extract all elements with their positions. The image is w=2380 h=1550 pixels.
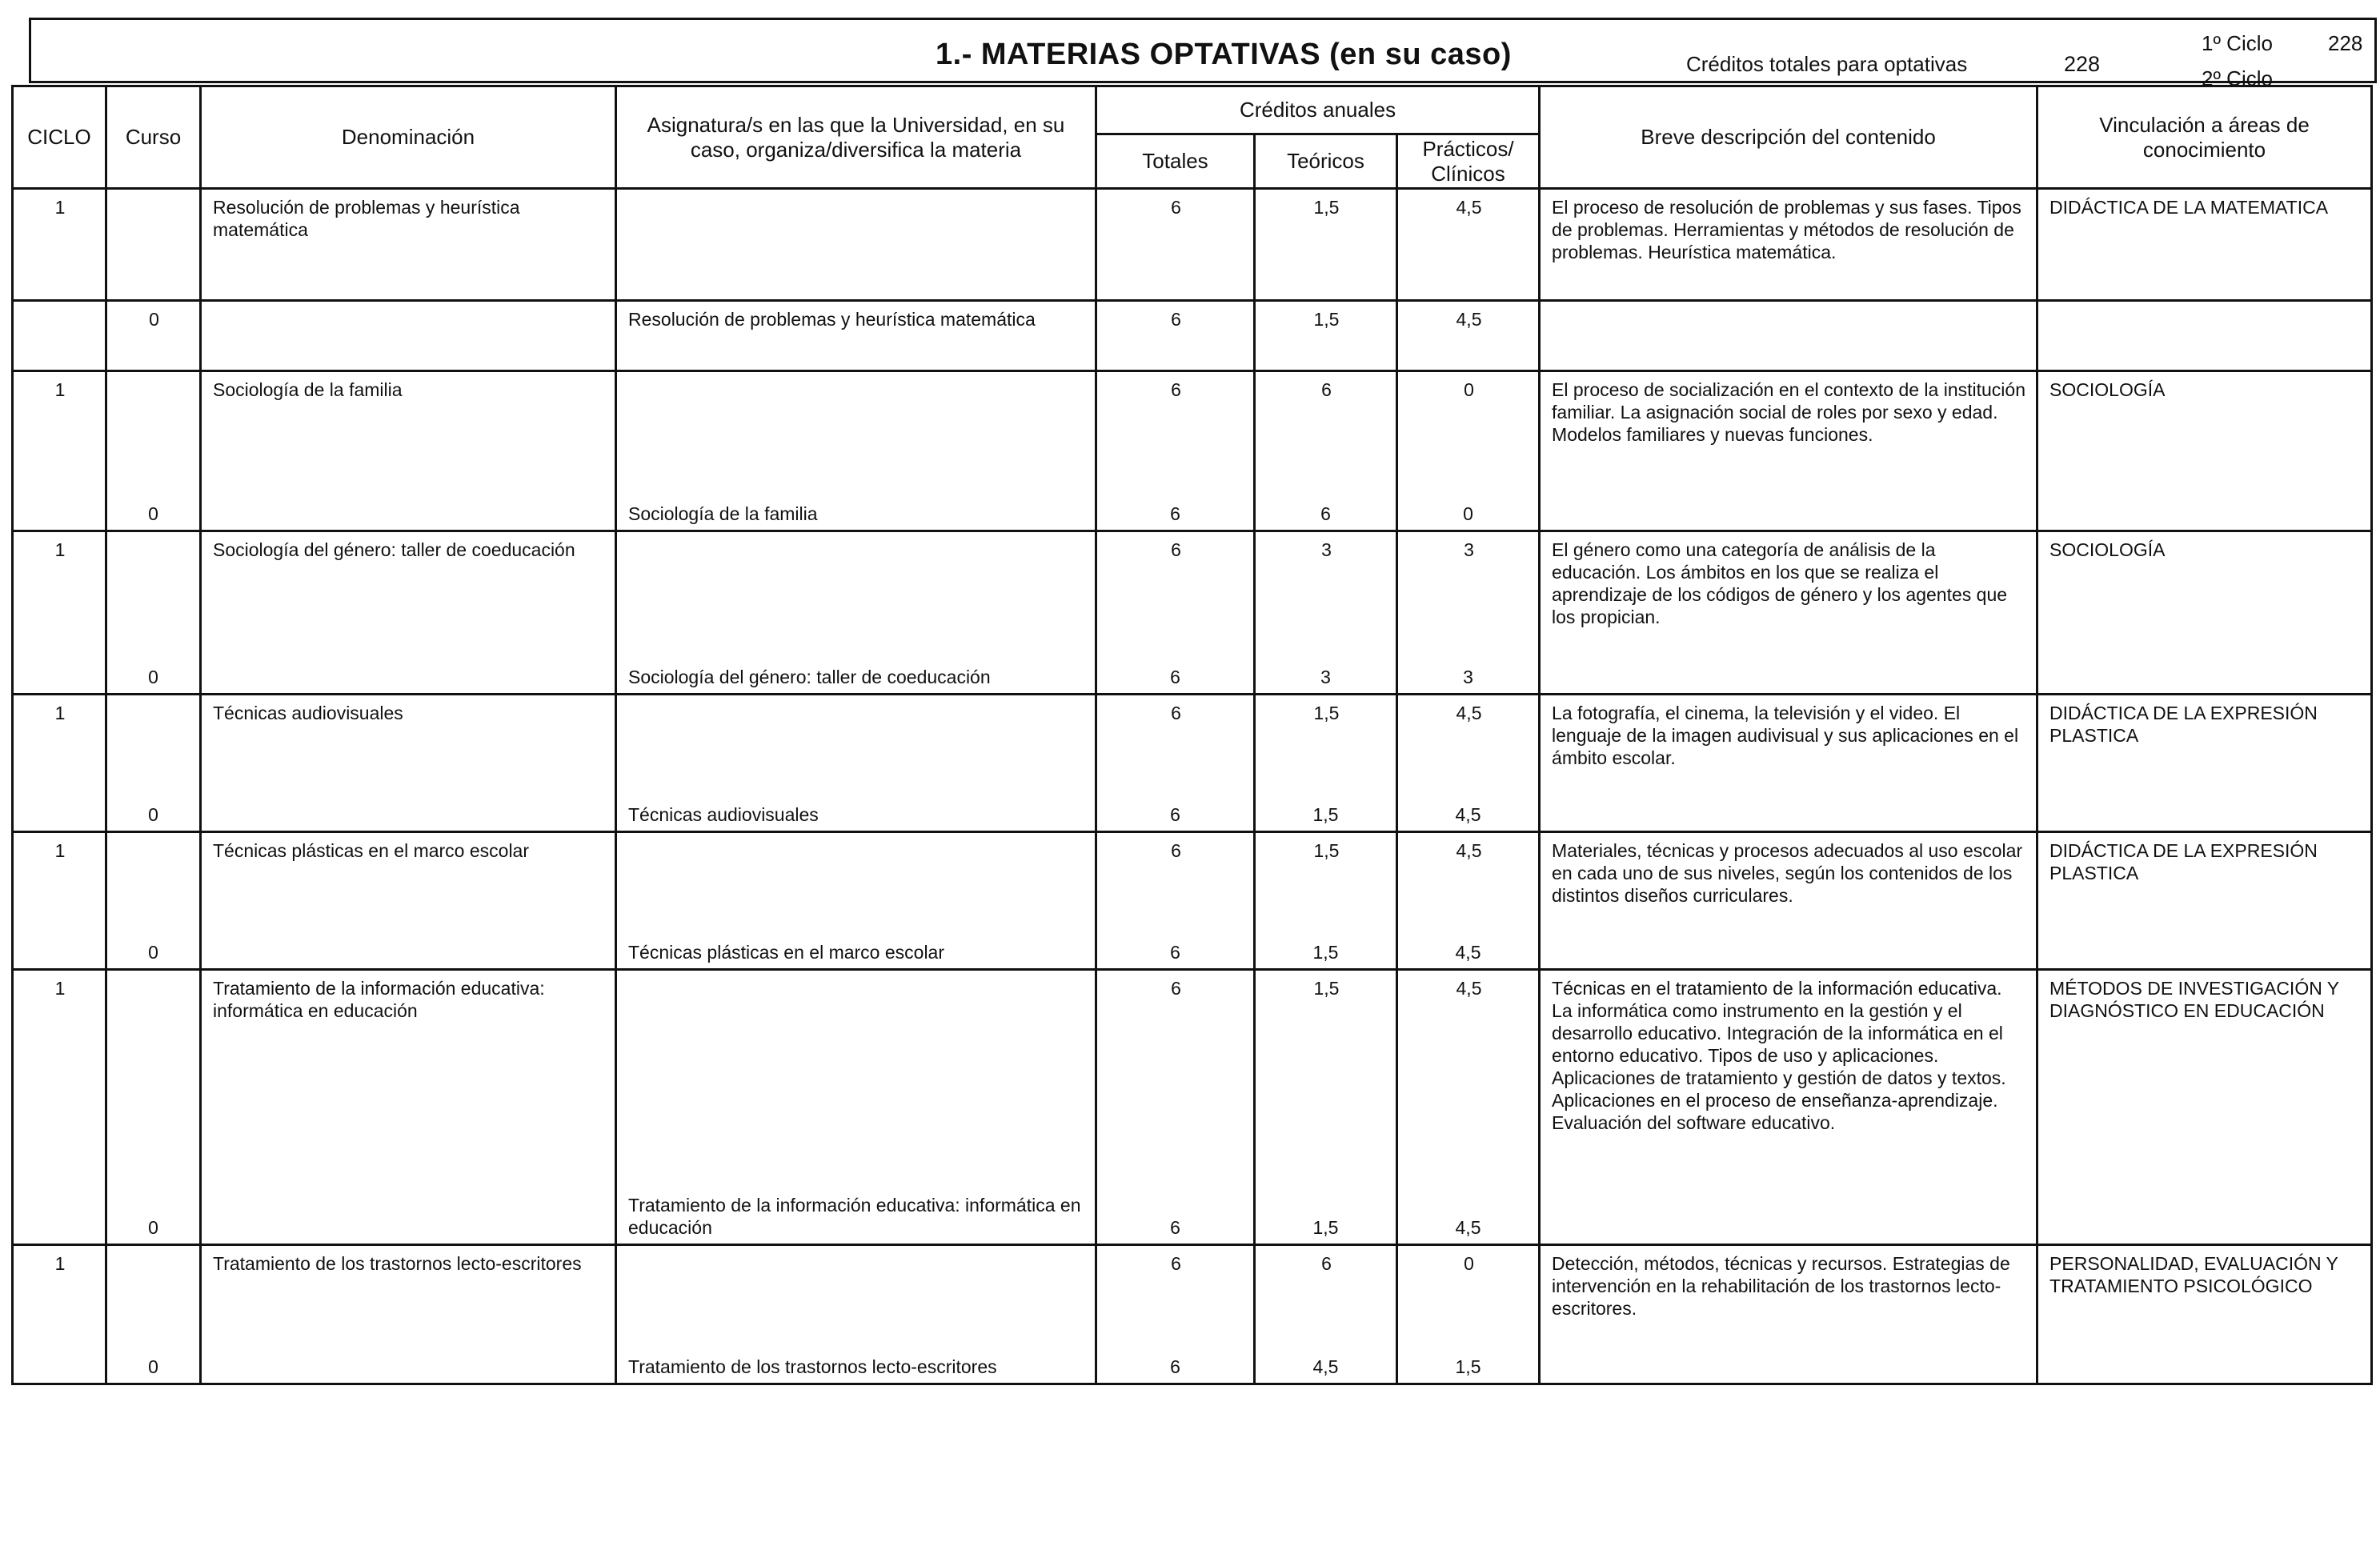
asignatura-cell-sub-text: Tratamiento de los trastornos lecto-escritores	[628, 1356, 997, 1377]
vinculacion-cell-text: DIDÁCTICA DE LA EXPRESIÓN PLASTICA	[2049, 703, 2318, 746]
curso-cell	[106, 371, 201, 531]
curso-cell	[106, 970, 201, 1245]
ciclo-cell	[13, 832, 106, 970]
col-denominacion: Denominación	[201, 86, 616, 189]
table-row	[13, 531, 2372, 695]
practicos-cell-text: 3	[1464, 539, 1474, 560]
vinculacion-cell-text: MÉTODOS DE INVESTIGACIÓN Y DIAGNÓSTICO EN EDUCACIÓN	[2049, 978, 2339, 1021]
totales-cell-text: 6	[1171, 1253, 1181, 1274]
practicos-cell	[1397, 531, 1540, 695]
denominacion-cell-text: Tratamiento de los trastornos lecto-escritores	[213, 1253, 582, 1274]
table-row	[13, 970, 2372, 1245]
asignatura-cell-sub-text: Sociología del género: taller de coeducación	[628, 667, 991, 687]
asignatura-cell-sub-text: Técnicas plásticas en el marco escolar	[628, 942, 944, 963]
descripcion-cell	[1540, 695, 2037, 832]
totales-cell-sub-text: 6	[1170, 942, 1180, 963]
col-curso: Curso	[106, 86, 201, 189]
page-title: 1.- MATERIAS OPTATIVAS (en su caso)	[936, 38, 1512, 71]
table-row	[13, 301, 2372, 371]
totales-cell-text: 6	[1171, 379, 1181, 400]
curso-cell	[106, 189, 201, 301]
ciclo-cell-text: 1	[54, 978, 66, 999]
col-asignaturas: Asignatura/s en las que la Universidad, en su caso, organiza/diversifica la materia	[616, 86, 1096, 189]
teoricos-cell	[1255, 189, 1397, 301]
totales-cell	[1096, 531, 1255, 695]
optativas-table	[11, 85, 2373, 1385]
denominacion-cell-text: Tratamiento de la información educativa: informática en educación	[213, 978, 545, 1021]
totales-cell-text: 6	[1171, 309, 1181, 330]
practicos-cell-text: 4,5	[1456, 703, 1482, 723]
vinculacion-cell	[2037, 371, 2372, 531]
asignatura-cell	[616, 832, 1096, 970]
practicos-cell-sub-text: 4,5	[1455, 804, 1481, 825]
table-row	[13, 189, 2372, 301]
col-ciclo: CICLO	[13, 86, 106, 189]
totales-cell	[1096, 832, 1255, 970]
denominacion-cell-text: Sociología de la familia	[213, 379, 403, 400]
practicos-cell	[1397, 970, 1540, 1245]
totales-cell	[1096, 371, 1255, 531]
credits-total-value: 228	[2064, 52, 2101, 76]
curso-cell	[106, 531, 201, 695]
ciclo-cell-text	[14, 302, 105, 308]
credits-total-label: Créditos totales para optativas	[1686, 52, 1968, 76]
practicos-cell	[1397, 832, 1540, 970]
ciclo-cell	[13, 695, 106, 832]
vinculacion-cell-text: SOCIOLOGÍA	[2049, 539, 2166, 560]
col-descripcion: Breve descripción del contenido	[1540, 86, 2037, 189]
descripcion-cell-text: El género como una categoría de análisis de la educación. Los ámbitos en los que se realiza el aprendizaje de los códigos de género y los agentes que los propician.	[1552, 539, 2008, 627]
table-body	[13, 189, 2372, 1384]
practicos-cell-text: 0	[1464, 379, 1474, 400]
asignatura-cell	[616, 970, 1096, 1245]
asignatura-cell	[616, 695, 1096, 832]
vinculacion-cell	[2037, 531, 2372, 695]
teoricos-cell-sub-text: 1,5	[1312, 1217, 1339, 1238]
ciclo-cell-text: 1	[54, 703, 66, 723]
vinculacion-cell	[2037, 189, 2372, 301]
table-row	[13, 695, 2372, 832]
asignatura-cell	[616, 301, 1096, 371]
totales-cell-text: 6	[1171, 978, 1181, 999]
teoricos-cell	[1255, 695, 1397, 832]
practicos-cell-sub-text: 0	[1463, 503, 1473, 524]
teoricos-cell	[1255, 832, 1397, 970]
asignatura-cell-text: Resolución de problemas y heurística matemática	[628, 309, 1036, 330]
practicos-cell-sub-text: 3	[1463, 667, 1473, 687]
descripcion-cell	[1540, 832, 2037, 970]
asignatura-cell-text	[617, 190, 1095, 196]
descripcion-cell-text: La fotografía, el cinema, la televisión y el video. El lenguaje de la imagen audivisual y sus aplicaciones en el ámbito escolar.	[1552, 703, 2019, 768]
ciclo-cell-text: 1	[54, 539, 66, 560]
vinculacion-cell-text: DIDÁCTICA DE LA EXPRESIÓN PLASTICA	[2049, 840, 2318, 883]
teoricos-cell	[1255, 970, 1397, 1245]
asignatura-cell	[616, 189, 1096, 301]
curso-cell-sub-text: 0	[148, 804, 158, 825]
teoricos-cell-text: 1,5	[1313, 840, 1340, 861]
teoricos-cell	[1255, 371, 1397, 531]
teoricos-cell	[1255, 531, 1397, 695]
vinculacion-cell	[2037, 970, 2372, 1245]
curso-cell-sub-text: 0	[148, 503, 158, 524]
ciclo1-value: 228	[2328, 31, 2363, 55]
denominacion-cell	[201, 695, 616, 832]
denominacion-cell	[201, 301, 616, 371]
descripcion-cell	[1540, 531, 2037, 695]
denominacion-cell	[201, 1245, 616, 1384]
curso-cell	[106, 1245, 201, 1384]
teoricos-cell-text: 1,5	[1313, 197, 1340, 218]
denominacion-cell	[201, 970, 616, 1245]
practicos-cell-text: 4,5	[1456, 978, 1482, 999]
totales-cell-text: 6	[1171, 840, 1181, 861]
denominacion-cell-text	[202, 302, 615, 308]
denominacion-cell	[201, 531, 616, 695]
denominacion-cell	[201, 371, 616, 531]
descripcion-cell-text: Materiales, técnicas y procesos adecuados al uso escolar en cada uno de sus niveles, según los contenidos de los distintos diseños curriculares.	[1552, 840, 2023, 906]
teoricos-cell-text: 6	[1321, 1253, 1332, 1274]
teoricos-cell	[1255, 1245, 1397, 1384]
curso-cell-sub-text: 0	[148, 942, 158, 963]
totales-cell-sub-text: 6	[1170, 667, 1180, 687]
vinculacion-cell-text: PERSONALIDAD, EVALUACIÓN Y TRATAMIENTO PSICOLÓGICO	[2049, 1253, 2338, 1296]
asignatura-cell-sub-text: Técnicas audiovisuales	[628, 804, 819, 825]
denominacion-cell-text: Resolución de problemas y heurística matemática	[213, 197, 520, 240]
col-totales: Totales	[1096, 134, 1255, 189]
asignatura-cell	[616, 371, 1096, 531]
ciclo-cell-text: 1	[54, 840, 66, 861]
ciclo-cell	[13, 189, 106, 301]
denominacion-cell-text: Sociología del género: taller de coeducación	[213, 539, 575, 560]
descripcion-cell	[1540, 371, 2037, 531]
asignatura-cell-sub-text: Sociología de la familia	[628, 503, 818, 524]
table-row	[13, 371, 2372, 531]
totales-cell	[1096, 695, 1255, 832]
ciclo-cell-text: 1	[54, 1253, 66, 1274]
ciclo1-label: 1º Ciclo	[2202, 31, 2273, 55]
descripcion-cell-text: El proceso de socialización en el contexto de la institución familiar. La asignación social de roles por sexo y edad. Modelos familiares y nuevas funciones.	[1552, 379, 2025, 445]
col-teoricos: Teóricos	[1255, 134, 1397, 189]
practicos-cell	[1397, 371, 1540, 531]
ciclo-cell	[13, 970, 106, 1245]
table-row	[13, 1245, 2372, 1384]
curso-cell-sub-text: 0	[148, 667, 158, 687]
teoricos-cell-sub-text: 1,5	[1312, 804, 1339, 825]
practicos-cell	[1397, 695, 1540, 832]
ciclo-cell-text: 1	[54, 379, 66, 400]
teoricos-cell	[1255, 301, 1397, 371]
denominacion-cell	[201, 189, 616, 301]
teoricos-cell-text: 1,5	[1313, 703, 1340, 723]
vinculacion-cell-text: SOCIOLOGÍA	[2049, 379, 2166, 400]
practicos-cell	[1397, 189, 1540, 301]
totales-cell-sub-text: 6	[1170, 1217, 1180, 1238]
practicos-cell-text: 4,5	[1456, 309, 1482, 330]
curso-cell	[106, 832, 201, 970]
teoricos-cell-text: 3	[1321, 539, 1332, 560]
curso-cell-text	[107, 190, 199, 196]
descripcion-cell-text: Detección, métodos, técnicas y recursos. Estrategias de intervención en la rehabilitación de los trastornos lecto-escritores.	[1552, 1253, 2010, 1319]
curso-cell	[106, 695, 201, 832]
totales-cell-sub-text: 6	[1170, 1356, 1180, 1377]
ciclo-cell	[13, 371, 106, 531]
vinculacion-cell	[2037, 832, 2372, 970]
totales-cell-sub-text: 6	[1170, 503, 1180, 524]
practicos-cell-text: 4,5	[1456, 197, 1482, 218]
teoricos-cell-sub-text: 6	[1320, 503, 1331, 524]
curso-cell-sub-text: 0	[148, 1217, 158, 1238]
practicos-cell-sub-text: 4,5	[1455, 1217, 1481, 1238]
denominacion-cell	[201, 832, 616, 970]
vinculacion-cell	[2037, 1245, 2372, 1384]
totales-cell	[1096, 1245, 1255, 1384]
descripcion-cell	[1540, 301, 2037, 371]
teoricos-cell-text: 6	[1321, 379, 1332, 400]
totales-cell	[1096, 301, 1255, 371]
descripcion-cell	[1540, 1245, 2037, 1384]
title-block	[29, 18, 2377, 90]
col-vinculacion: Vinculación a áreas de conocimiento	[2037, 86, 2372, 189]
asignatura-cell	[616, 1245, 1096, 1384]
totales-cell-sub-text: 6	[1170, 804, 1180, 825]
col-practicos: Prácticos/ Clínicos	[1397, 134, 1540, 189]
descripcion-cell	[1540, 970, 2037, 1245]
teoricos-cell-text: 1,5	[1313, 978, 1340, 999]
vinculacion-cell-text: DIDÁCTICA DE LA MATEMATICA	[2049, 197, 2329, 218]
ciclo-cell	[13, 301, 106, 371]
vinculacion-cell	[2037, 301, 2372, 371]
practicos-cell-sub-text: 1,5	[1455, 1356, 1481, 1377]
vinculacion-cell	[2037, 695, 2372, 832]
teoricos-cell-sub-text: 1,5	[1312, 942, 1339, 963]
col-creditos-anuales: Créditos anuales	[1096, 86, 1540, 134]
ciclo-cell	[13, 1245, 106, 1384]
asignatura-cell-sub-text: Tratamiento de la información educativa: informática en educación	[628, 1195, 1081, 1238]
curso-cell-sub-text: 0	[148, 1356, 158, 1377]
denominacion-cell-text: Técnicas plásticas en el marco escolar	[213, 840, 529, 861]
descripcion-cell-text	[1541, 302, 2036, 308]
teoricos-cell-text: 1,5	[1313, 309, 1340, 330]
descripcion-cell	[1540, 189, 2037, 301]
practicos-cell-sub-text: 4,5	[1455, 942, 1481, 963]
asignatura-cell	[616, 531, 1096, 695]
curso-cell	[106, 301, 201, 371]
practicos-cell	[1397, 1245, 1540, 1384]
denominacion-cell-text: Técnicas audiovisuales	[213, 703, 403, 723]
totales-cell	[1096, 189, 1255, 301]
descripcion-cell-text: Técnicas en el tratamiento de la información educativa. La informática como instrumento en la gestión y el desarrollo educativo. Integración de la informática en el entorno educativo. Tipos de uso y aplicaciones. Aplicaciones de tratamiento y gestión de datos y textos. Aplicaciones en el proceso de enseñanza-aprendizaje. Evaluación del software educativo.	[1552, 978, 2006, 1133]
practicos-cell-text: 4,5	[1456, 840, 1482, 861]
practicos-cell-text: 0	[1464, 1253, 1474, 1274]
teoricos-cell-sub-text: 3	[1320, 667, 1331, 687]
totales-cell	[1096, 970, 1255, 1245]
totales-cell-text: 6	[1171, 197, 1181, 218]
practicos-cell	[1397, 301, 1540, 371]
ciclo2-label: 2º Ciclo	[2202, 66, 2273, 90]
vinculacion-cell-text	[2038, 302, 2370, 308]
descripcion-cell-text: El proceso de resolución de problemas y sus fases. Tipos de problemas. Herramientas y métodos de resolución de problemas. Heurística matemática.	[1552, 197, 2021, 262]
totales-cell-text: 6	[1171, 539, 1181, 560]
curso-cell-text: 0	[149, 309, 159, 330]
ciclo-cell	[13, 531, 106, 695]
totales-cell-text: 6	[1171, 703, 1181, 723]
teoricos-cell-sub-text: 4,5	[1312, 1356, 1339, 1377]
table-row	[13, 832, 2372, 970]
ciclo-cell-text: 1	[54, 197, 66, 218]
